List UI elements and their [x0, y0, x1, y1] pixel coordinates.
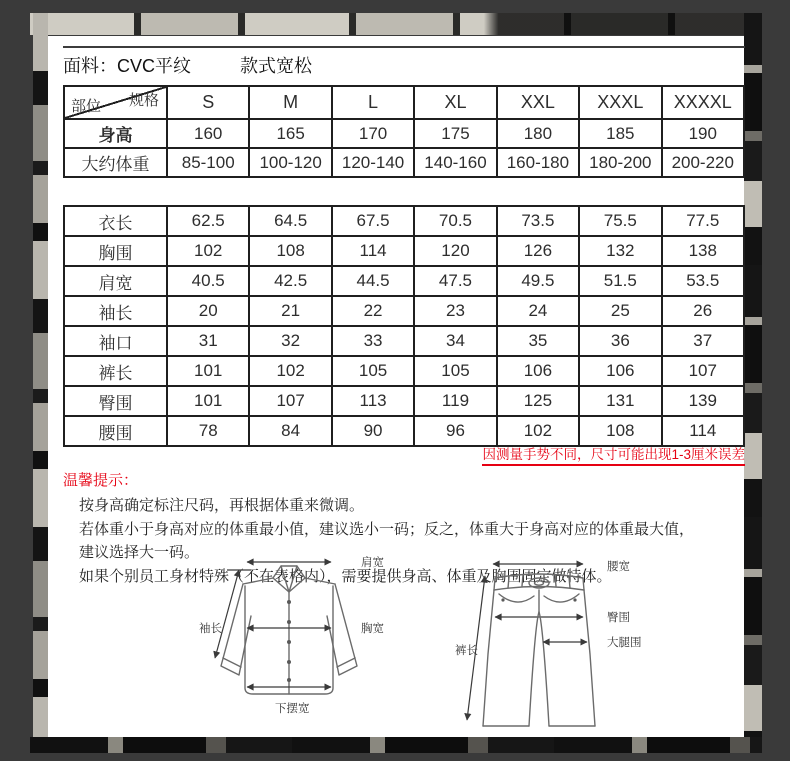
- size-table-body: [64, 119, 744, 177]
- row-label: 胸围: [64, 236, 167, 266]
- jacket-hem-label: 下摆宽: [275, 703, 310, 715]
- size-column-header: XL: [414, 86, 496, 119]
- cell-value: 33: [332, 326, 414, 356]
- row-label: 衣长: [64, 206, 167, 236]
- cell-value: 67.5: [332, 206, 414, 236]
- cell-value: 84: [249, 416, 331, 446]
- table-row: [64, 148, 744, 177]
- cell-value: 40.5: [167, 266, 249, 296]
- corner-cell: [64, 86, 167, 119]
- cell-value: 106: [579, 356, 661, 386]
- cell-value: 21: [249, 296, 331, 326]
- cell-value: 140-160: [414, 148, 496, 177]
- size-chart-panel: [48, 36, 744, 737]
- deviation-note-text: 因测量手势不同，尺寸可能出现1-3厘米误差: [482, 446, 745, 466]
- table-row: [64, 266, 744, 296]
- size-column-header: S: [167, 86, 249, 119]
- cell-value: 113: [332, 386, 414, 416]
- cell-value: 108: [249, 236, 331, 266]
- cell-value: 34: [414, 326, 496, 356]
- cell-value: 160: [167, 119, 249, 148]
- row-label: 袖口: [64, 326, 167, 356]
- rivet: [501, 598, 504, 601]
- table-row: [64, 386, 744, 416]
- pants-thigh-label: 大腿围: [607, 637, 642, 649]
- brick-frame-right: [744, 13, 762, 753]
- note-line: 按身高确定标注尺码，再根据体重来微调。: [79, 497, 365, 514]
- cell-value: 170: [332, 119, 414, 148]
- button: [287, 660, 291, 664]
- cell-value: 22: [332, 296, 414, 326]
- cell-value: 42.5: [249, 266, 331, 296]
- cell-value: 107: [249, 386, 331, 416]
- cell-value: 106: [497, 356, 579, 386]
- table-row: [64, 236, 744, 266]
- left-cuff-line: [223, 658, 241, 667]
- diagram-row: [63, 554, 745, 744]
- pants-length-label: 裤长: [455, 645, 478, 657]
- pants-waist-label: 腰宽: [607, 561, 630, 573]
- chart-header: [63, 52, 745, 78]
- row-label: 大约体重: [64, 148, 167, 177]
- jacket-chest-label: 胸宽: [361, 623, 384, 635]
- cell-value: 101: [167, 386, 249, 416]
- cell-value: 31: [167, 326, 249, 356]
- corner-spec-label: 规格: [128, 92, 159, 109]
- right-sleeve: [327, 584, 357, 675]
- cell-value: 105: [332, 356, 414, 386]
- cell-value: 108: [579, 416, 661, 446]
- row-label: 身高: [64, 119, 167, 148]
- cell-value: 190: [662, 119, 744, 148]
- size-column-header: M: [249, 86, 331, 119]
- table-row: [64, 296, 744, 326]
- cell-value: 37: [662, 326, 744, 356]
- measure-table: [63, 205, 745, 447]
- cell-value: 35: [497, 326, 579, 356]
- cell-value: 200-220: [662, 148, 744, 177]
- row-label: 腰围: [64, 416, 167, 446]
- cell-value: 138: [662, 236, 744, 266]
- cell-value: 120-140: [332, 148, 414, 177]
- row-label: 臀围: [64, 386, 167, 416]
- cell-value: 75.5: [579, 206, 661, 236]
- cell-value: 53.5: [662, 266, 744, 296]
- cell-value: 102: [167, 236, 249, 266]
- measure-table-body: [64, 206, 744, 446]
- jacket-shoulder-label: 肩宽: [361, 557, 384, 569]
- rivet: [573, 598, 576, 601]
- cell-value: 96: [414, 416, 496, 446]
- jacket-sleeve-label: 袖长: [199, 623, 222, 635]
- cell-value: 180-200: [579, 148, 661, 177]
- corner-part-label: 部位: [71, 98, 102, 115]
- cell-value: 77.5: [662, 206, 744, 236]
- button: [287, 600, 291, 604]
- table-row: [64, 416, 744, 446]
- table-row: [64, 326, 744, 356]
- cell-value: 73.5: [497, 206, 579, 236]
- cell-value: 125: [497, 386, 579, 416]
- cell-value: 100-120: [249, 148, 331, 177]
- table-row: [64, 119, 744, 148]
- cell-value: 25: [579, 296, 661, 326]
- cell-value: 165: [249, 119, 331, 148]
- cell-value: 139: [662, 386, 744, 416]
- style-label: 款式宽松: [240, 56, 312, 76]
- size-column-header: L: [332, 86, 414, 119]
- fabric-label: 面料：CVC平纹: [63, 56, 192, 76]
- size-header-row: [64, 86, 744, 119]
- cell-value: 23: [414, 296, 496, 326]
- cell-value: 47.5: [414, 266, 496, 296]
- cell-value: 107: [662, 356, 744, 386]
- cell-value: 78: [167, 416, 249, 446]
- size-column-header: XXXXL: [662, 86, 744, 119]
- cell-value: 126: [497, 236, 579, 266]
- cell-value: 49.5: [497, 266, 579, 296]
- cell-value: 102: [497, 416, 579, 446]
- left-shoulder-seam: [243, 578, 273, 584]
- cell-value: 64.5: [249, 206, 331, 236]
- left-inner-seam: [529, 612, 539, 726]
- button: [287, 640, 291, 644]
- collar-left-lapel: [273, 566, 289, 592]
- right-shoulder-seam: [305, 578, 335, 584]
- deviation-note: [63, 446, 745, 466]
- collar-outline: [273, 566, 305, 578]
- cell-value: 70.5: [414, 206, 496, 236]
- cell-value: 51.5: [579, 266, 661, 296]
- table-row: [64, 206, 744, 236]
- collar-right-lapel: [289, 566, 305, 592]
- size-column-header: XXXL: [579, 86, 661, 119]
- right-inner-seam: [539, 612, 549, 726]
- cell-value: 114: [662, 416, 744, 446]
- brick-frame-left: [33, 13, 48, 753]
- pants-hip-label: 臀围: [607, 612, 630, 624]
- cell-value: 101: [167, 356, 249, 386]
- cell-value: 131: [579, 386, 661, 416]
- row-label: 肩宽: [64, 266, 167, 296]
- cell-value: 175: [414, 119, 496, 148]
- size-table: [63, 85, 745, 178]
- cell-value: 36: [579, 326, 661, 356]
- right-cuff-line: [337, 658, 355, 667]
- cell-value: 24: [497, 296, 579, 326]
- left-sleeve: [221, 584, 251, 675]
- cell-value: 102: [249, 356, 331, 386]
- cell-value: 119: [414, 386, 496, 416]
- button: [287, 620, 291, 624]
- cell-value: 90: [332, 416, 414, 446]
- row-label: 袖长: [64, 296, 167, 326]
- cell-value: 20: [167, 296, 249, 326]
- cell-value: 185: [579, 119, 661, 148]
- cell-value: 132: [579, 236, 661, 266]
- cell-value: 180: [497, 119, 579, 148]
- top-divider: [63, 46, 745, 48]
- note-line: 如果个别员工身材特殊（不在表格内），需要提供身高、体重及胸围固定做特体。: [79, 567, 612, 585]
- cell-value: 160-180: [497, 148, 579, 177]
- cell-value: 32: [249, 326, 331, 356]
- cell-value: 105: [414, 356, 496, 386]
- cell-value: 26: [662, 296, 744, 326]
- jacket-diagram: [199, 554, 411, 716]
- button: [287, 678, 291, 682]
- cell-value: 85-100: [167, 148, 249, 177]
- cell-value: 120: [414, 236, 496, 266]
- cell-value: 114: [332, 236, 414, 266]
- left-outer-seam: [483, 590, 494, 726]
- note-line: 建议选择大一码。: [79, 544, 200, 561]
- table-row: [64, 356, 744, 386]
- cell-value: 44.5: [332, 266, 414, 296]
- size-column-header: XXL: [497, 86, 579, 119]
- right-outer-seam: [584, 590, 595, 726]
- belt-buckle-inner: [535, 581, 544, 585]
- brick-frame-top: [30, 13, 762, 35]
- note-line: 若体重小于身高对应的体重最小值，建议选小一码；反之，体重大于身高对应的体重最大值，: [79, 520, 695, 538]
- pants-diagram: [455, 554, 671, 740]
- row-label: 裤长: [64, 356, 167, 386]
- tips-title: 温馨提示：: [63, 472, 139, 489]
- cell-value: 62.5: [167, 206, 249, 236]
